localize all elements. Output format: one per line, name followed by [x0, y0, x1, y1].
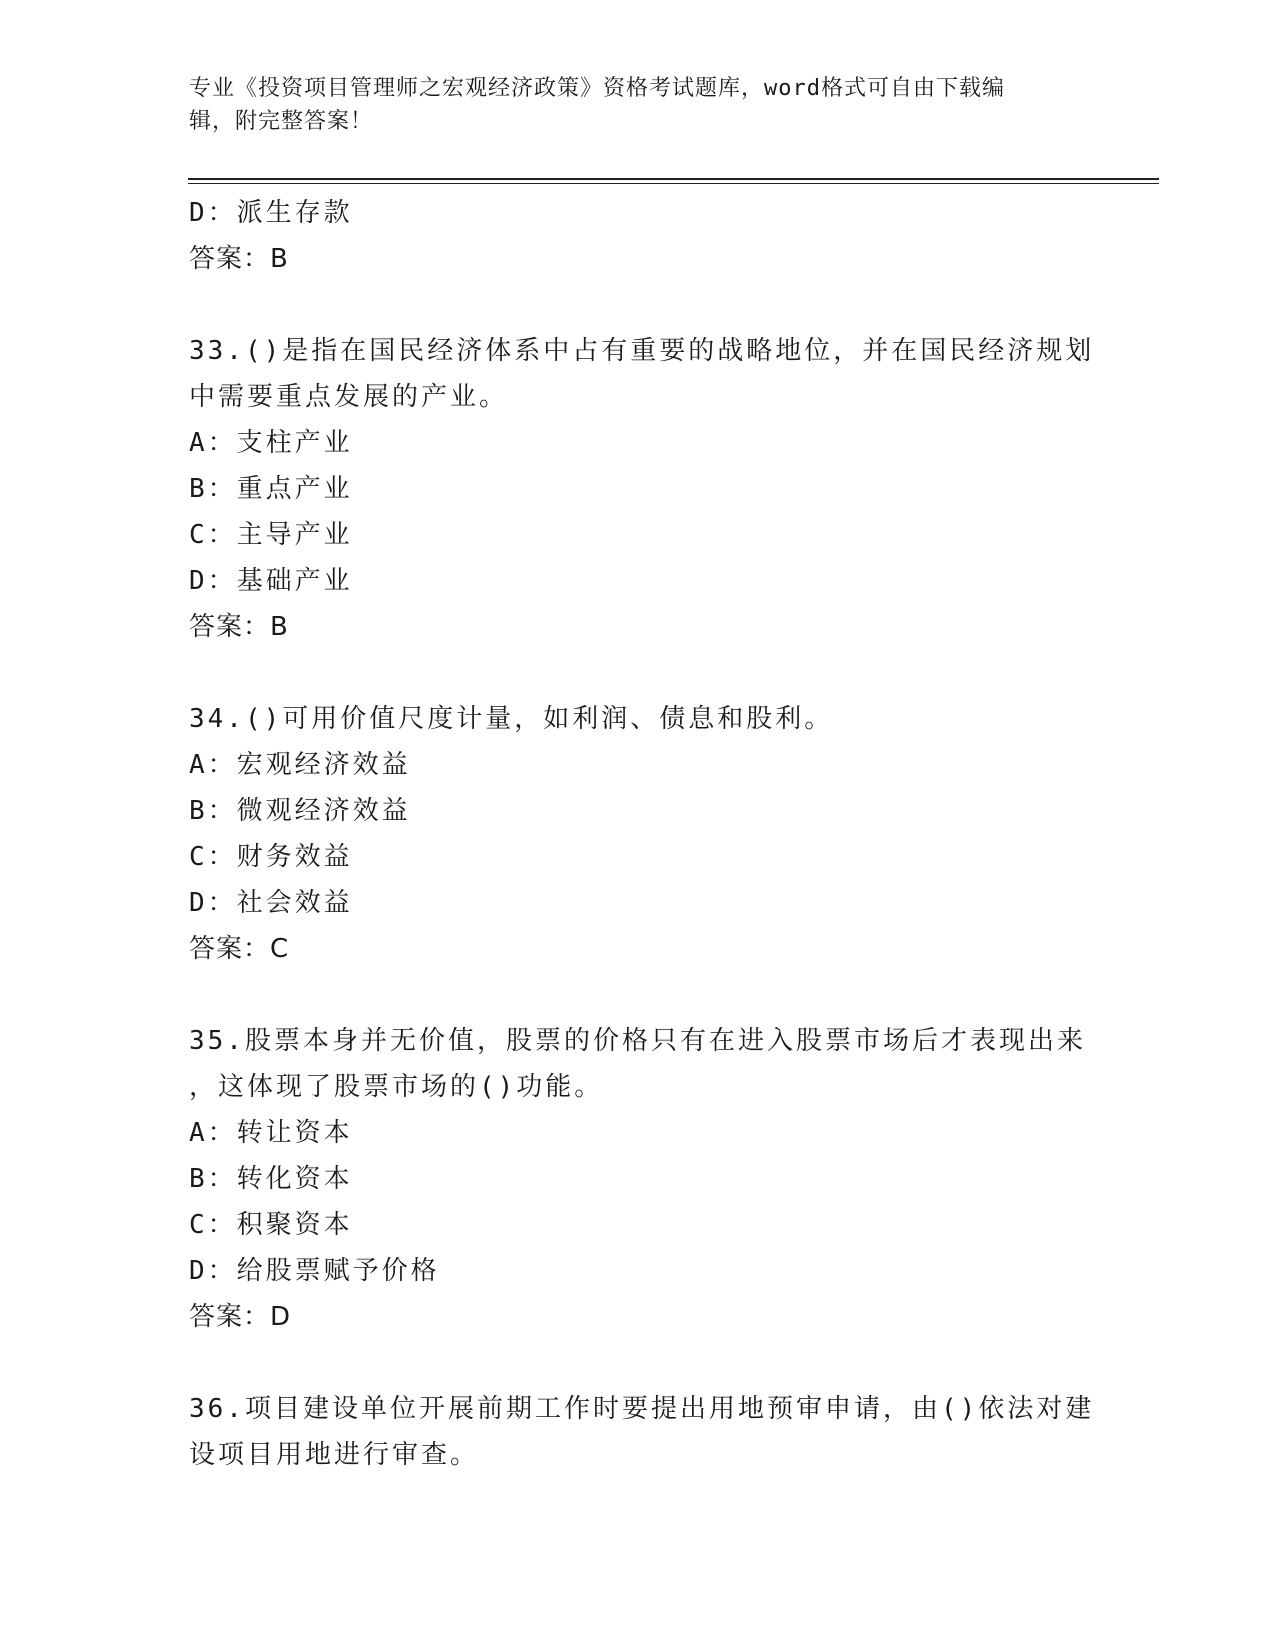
question-text: 设项目用地进行审查。 — [189, 1440, 480, 1470]
header-divider-thin — [188, 183, 1159, 184]
question-34 — [189, 696, 1089, 972]
option-a: A：支柱产业 — [189, 428, 353, 458]
option-a: A：转让资本 — [189, 1118, 353, 1148]
question-36 — [189, 1386, 1095, 1478]
option-d: D：基础产业 — [189, 566, 353, 596]
question-35 — [189, 1018, 1089, 1340]
answer: 答案：C — [189, 934, 290, 964]
header-line-2: 辑，附完整答案！ — [189, 109, 374, 134]
question-list — [189, 190, 1095, 1478]
option-c: C：财务效益 — [189, 842, 353, 872]
question-text: 中需要重点发展的产业。 — [189, 382, 509, 412]
header-line-1: 专业《投资项目管理师之宏观经济政策》资格考试题库，word格式可自由下载编 — [189, 76, 1005, 101]
option-d: D：社会效益 — [189, 888, 353, 918]
prev-answer: 答案：B — [189, 244, 289, 274]
option-b: B：重点产业 — [189, 474, 353, 504]
prev-option-d: D：派生存款 — [189, 198, 353, 228]
option-d: D：给股票赋予价格 — [189, 1256, 440, 1286]
answer: 答案：B — [189, 612, 289, 642]
option-b: B：转化资本 — [189, 1164, 353, 1194]
option-a: A：宏观经济效益 — [189, 750, 411, 780]
question-text: ，这体现了股票市场的()功能。 — [189, 1072, 604, 1102]
header-divider-thick — [188, 178, 1159, 180]
option-b: B：微观经济效益 — [189, 796, 411, 826]
answer: 答案：D — [189, 1302, 292, 1332]
question-text: 36.项目建设单位开展前期工作时要提出用地预审申请，由()依法对建 — [189, 1394, 1095, 1424]
question-text: 35.股票本身并无价值，股票的价格只有在进入股票市场后才表现出来 — [189, 1026, 1086, 1056]
document-header — [189, 72, 1089, 138]
question-text: 34.()可用价值尺度计量，如利润、债息和股利。 — [189, 704, 834, 734]
option-c: C：主导产业 — [189, 520, 353, 550]
question-33 — [189, 328, 1095, 650]
question-text: 33.()是指在国民经济体系中占有重要的战略地位，并在国民经济规划 — [189, 336, 1095, 366]
option-c: C：积聚资本 — [189, 1210, 353, 1240]
